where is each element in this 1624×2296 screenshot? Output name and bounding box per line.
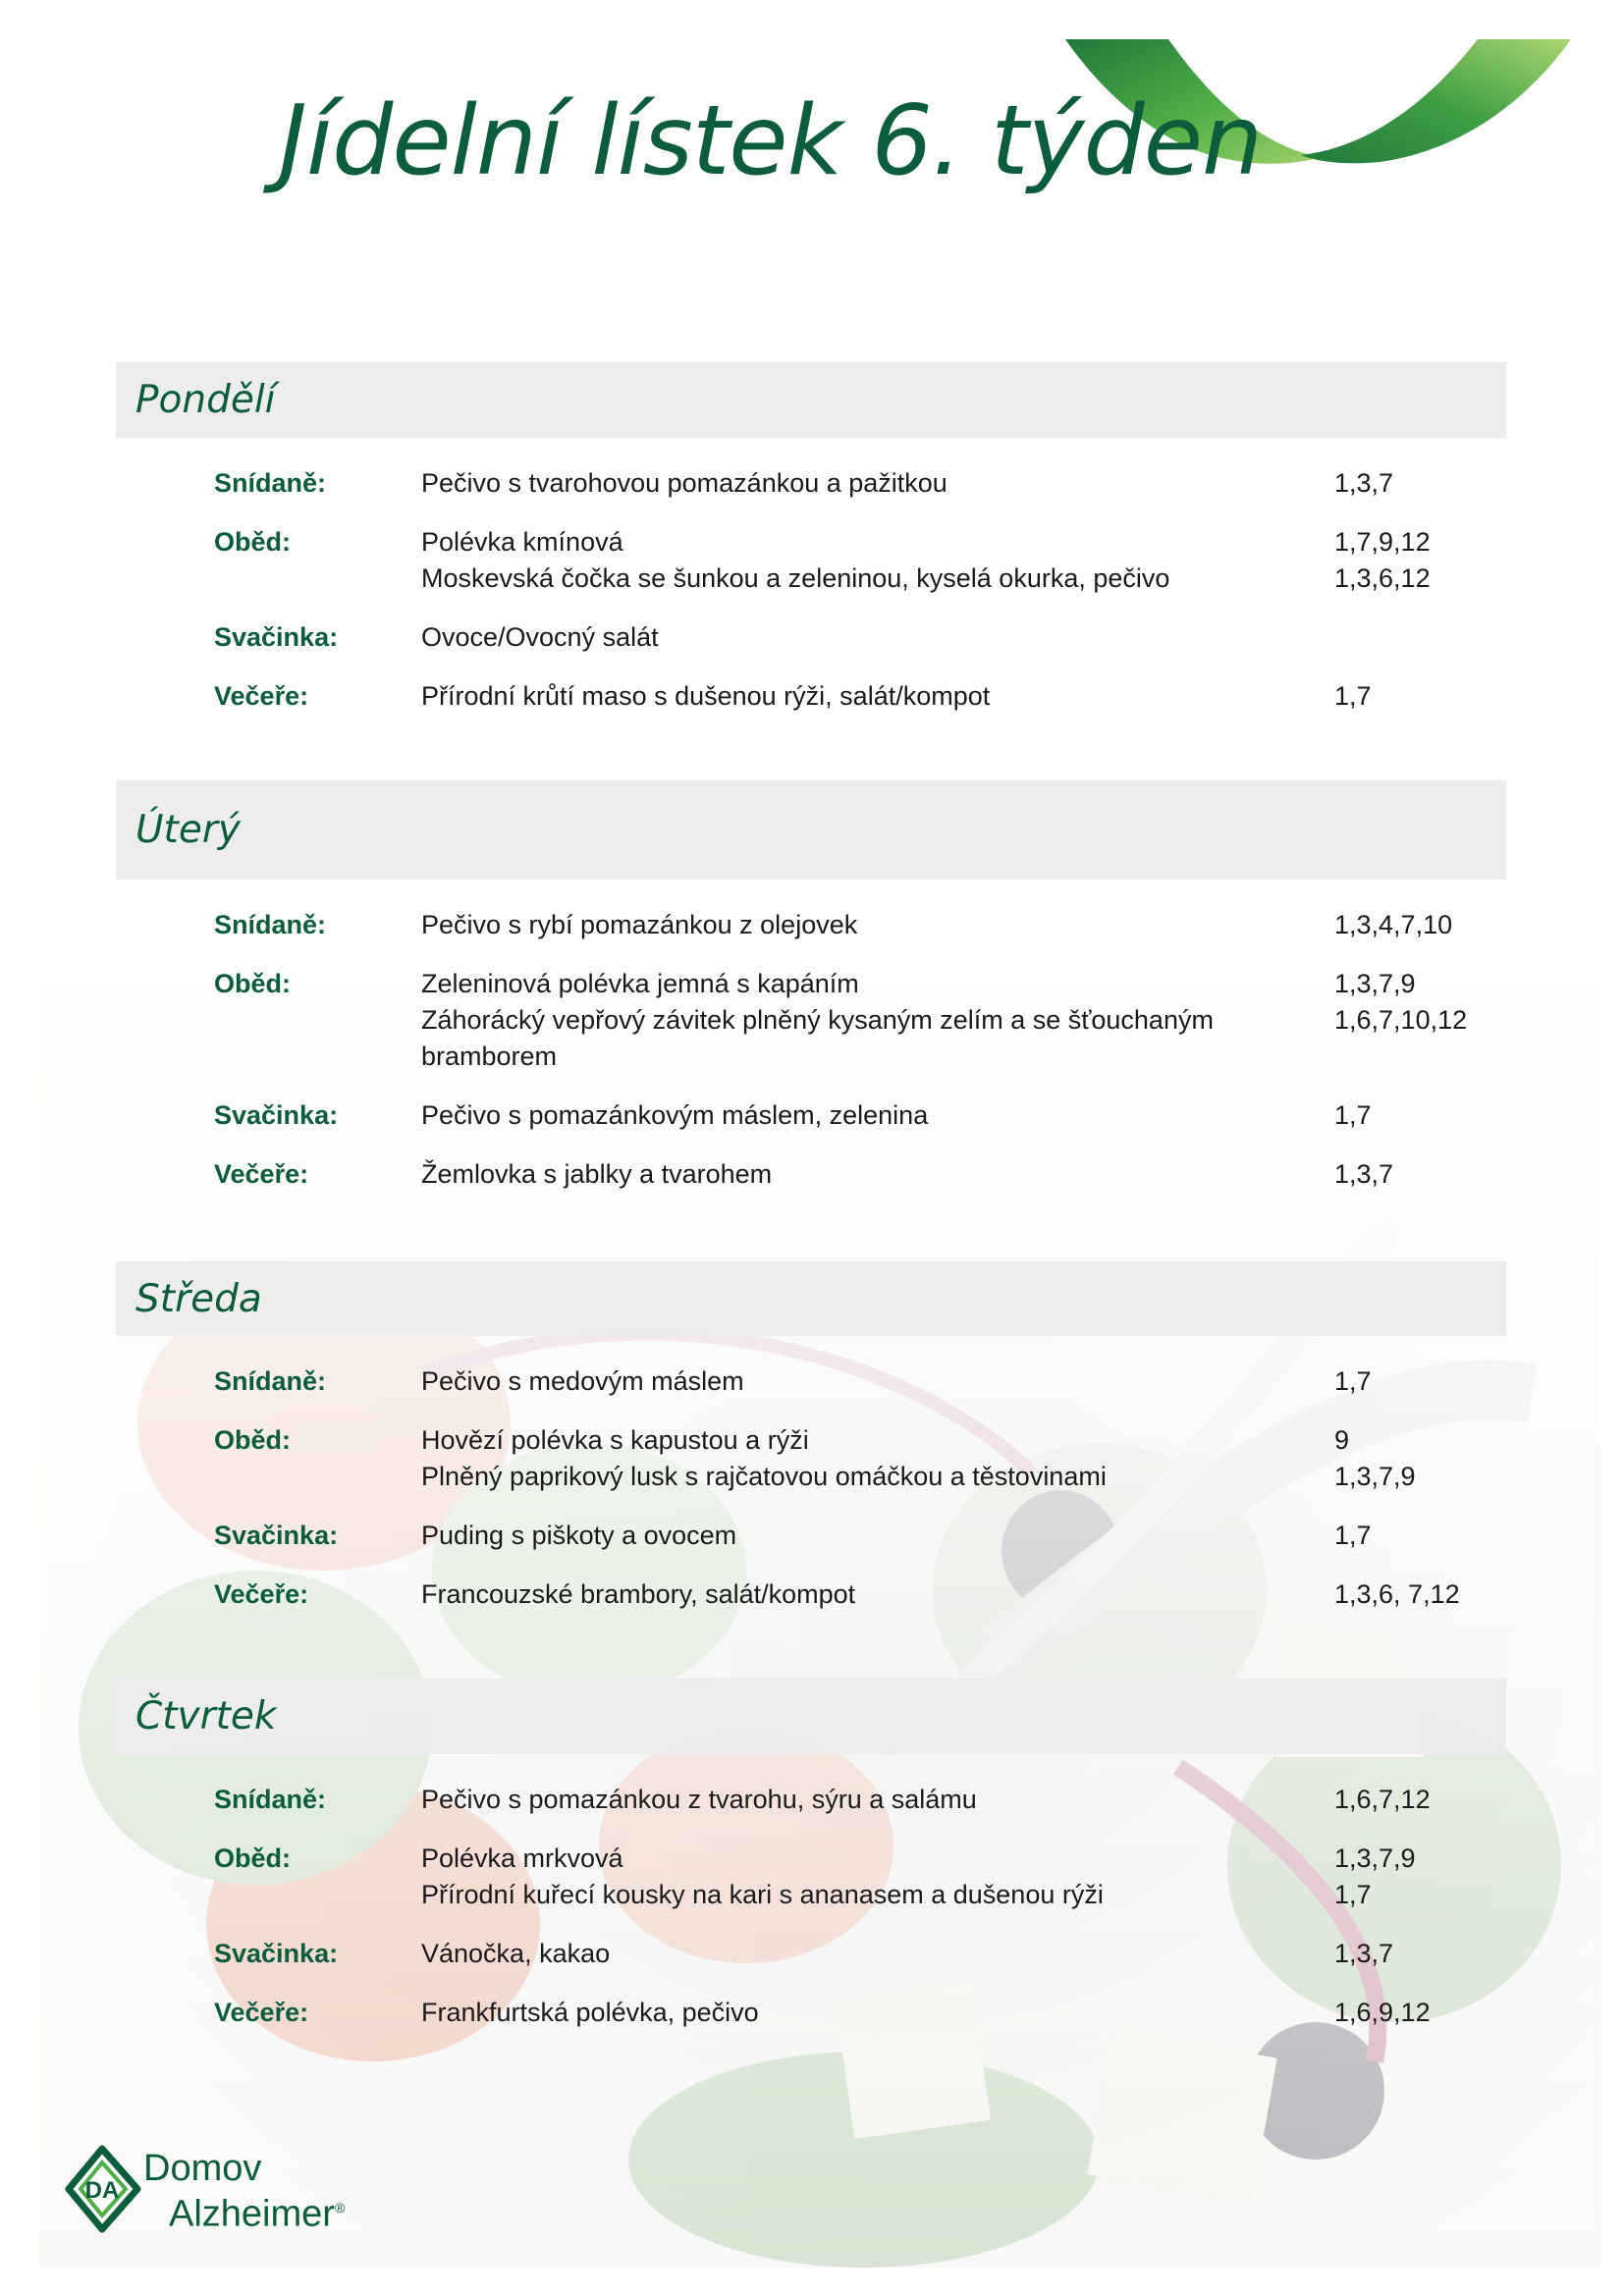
dish-name: Ovoce/Ovocný salát — [421, 622, 659, 652]
meal-label: Snídaně: — [214, 910, 327, 939]
day-header: Středa — [116, 1261, 1506, 1336]
allergen-codes: 1,3,6,12 — [1334, 563, 1431, 593]
dish-line — [421, 1841, 1506, 1877]
dish-name: Polévka kmínová — [421, 527, 623, 557]
dish-name: Plněný paprikový lusk s rajčatovou omáčkou a těstovinami — [421, 1462, 1107, 1491]
allergen-codes: 1,7 — [1334, 681, 1372, 711]
day-section-monday — [116, 362, 1506, 737]
dish-name: Frankfurtská polévka, pečivo — [421, 1998, 759, 2027]
dish-line — [421, 966, 1506, 1002]
dish-name: Pečivo s tvarohovou pomazánkou a pažitkou — [421, 468, 947, 498]
meal-label: Snídaně: — [214, 1785, 327, 1814]
dish-name: Přírodní krůtí maso s dušenou rýži, salát/kompot — [421, 681, 991, 711]
dish-name: Francouzské brambory, salát/kompot — [421, 1579, 856, 1609]
day-section-wednesday — [116, 1261, 1506, 1635]
dish-name: Pečivo s pomazánkovým máslem, zelenina — [421, 1100, 929, 1130]
dish-line — [421, 1936, 1506, 1972]
dish-line — [421, 1518, 1506, 1554]
dish-name: Zeleninová polévka jemná s kapáním — [421, 969, 859, 998]
meal-label: Snídaně: — [214, 468, 327, 498]
allergen-codes: 1,3,7,9 — [1334, 1843, 1416, 1873]
logo-monogram: DA — [84, 2177, 120, 2204]
meal-row-dinner — [214, 1576, 1506, 1613]
meal-label: Večeře: — [214, 681, 309, 711]
meal-label: Večeře: — [214, 1159, 309, 1189]
dish-name: Žemlovka s jablky a tvarohem — [421, 1159, 773, 1189]
allergen-codes: 1,6,7,12 — [1334, 1785, 1431, 1814]
allergen-codes: 1,6,9,12 — [1334, 1998, 1431, 2027]
allergen-codes: 1,3,7,9 — [1334, 1462, 1416, 1491]
dish-name: Vánočka, kakao — [421, 1939, 611, 1968]
meal-label: Oběd: — [214, 969, 291, 998]
allergen-codes: 9 — [1334, 1425, 1350, 1455]
allergen-codes: 1,3,6, 7,12 — [1334, 1579, 1460, 1609]
allergen-codes: 1,3,7 — [1334, 468, 1394, 498]
allergen-codes: 1,7 — [1334, 1880, 1372, 1909]
meal-row-lunch — [214, 966, 1506, 1075]
meal-label: Svačinka: — [214, 1939, 339, 1968]
dish-name: Záhorácký vepřový závitek plněný kysaným zelím a se šťouchaným bramborem — [421, 1005, 1214, 1071]
meal-row-breakfast — [214, 1782, 1506, 1818]
dish-line — [421, 1576, 1506, 1613]
dish-line — [421, 1422, 1506, 1459]
meal-label: Večeře: — [214, 1579, 309, 1609]
meal-row-breakfast — [214, 1363, 1506, 1400]
dish-line — [421, 1459, 1506, 1495]
dish-line — [421, 561, 1506, 597]
logo-wordmark — [143, 2149, 345, 2234]
meal-list — [116, 880, 1506, 1193]
page-title: Jídelní lístek 6. týden — [279, 85, 1263, 197]
logo-line-2: Alzheimer — [169, 2193, 335, 2235]
meal-row-breakfast — [214, 465, 1506, 502]
meal-row-lunch — [214, 1841, 1506, 1913]
allergen-codes: 1,7 — [1334, 1100, 1372, 1130]
meal-row-dinner — [214, 678, 1506, 715]
dish-line — [421, 619, 1506, 656]
meal-row-dinner — [214, 1156, 1506, 1193]
domov-alzheimer-logo-icon — [65, 2145, 143, 2233]
allergen-codes: 1,7 — [1334, 1366, 1372, 1396]
day-header: Pondělí — [116, 362, 1506, 438]
meal-label: Svačinka: — [214, 1100, 339, 1130]
day-header: Úterý — [116, 780, 1506, 880]
dish-line — [421, 524, 1506, 561]
allergen-codes: 1,3,4,7,10 — [1334, 910, 1453, 939]
allergen-codes: 1,3,7,9 — [1334, 969, 1416, 998]
dish-line — [421, 1782, 1506, 1818]
dish-line — [421, 907, 1506, 943]
meal-label: Oběd: — [214, 1425, 291, 1455]
meal-list — [116, 438, 1506, 715]
meal-label: Svačinka: — [214, 622, 339, 652]
dish-line — [421, 1363, 1506, 1400]
meal-row-snack — [214, 1518, 1506, 1554]
day-section-tuesday — [116, 780, 1506, 1215]
day-header: Čtvrtek — [116, 1679, 1506, 1754]
dish-name: Hovězí polévka s kapustou a rýži — [421, 1425, 809, 1455]
dish-line — [421, 1097, 1506, 1134]
dish-line — [421, 1877, 1506, 1913]
dish-name: Puding s piškoty a ovocem — [421, 1521, 737, 1550]
dish-name: Pečivo s pomazánkou z tvarohu, sýru a salámu — [421, 1785, 977, 1814]
allergen-codes: 1,3,7 — [1334, 1939, 1394, 1968]
meal-label: Snídaně: — [214, 1366, 327, 1396]
meal-list — [116, 1754, 1506, 2031]
meal-row-lunch — [214, 1422, 1506, 1495]
dish-line — [421, 1995, 1506, 2031]
domov-alzheimer-logo — [65, 2145, 359, 2233]
dish-line — [421, 1156, 1506, 1193]
allergen-codes — [1334, 619, 1506, 656]
meal-row-snack — [214, 1097, 1506, 1134]
allergen-codes: 1,3,7 — [1334, 1159, 1394, 1189]
dish-name: Pečivo s rybí pomazánkou z olejovek — [421, 910, 858, 939]
meal-label: Oběd: — [214, 527, 291, 557]
dish-name: Pečivo s medovým máslem — [421, 1366, 744, 1396]
allergen-codes: 1,7,9,12 — [1334, 527, 1431, 557]
registered-mark: ® — [334, 2200, 346, 2216]
dish-line — [421, 465, 1506, 502]
logo-line-1: Domov — [143, 2148, 262, 2189]
dish-line — [421, 1002, 1506, 1075]
allergen-codes: 1,6,7,10,12 — [1334, 1005, 1468, 1035]
meal-row-breakfast — [214, 907, 1506, 943]
meal-row-dinner — [214, 1995, 1506, 2031]
day-section-thursday — [116, 1679, 1506, 2054]
dish-name: Polévka mrkvová — [421, 1843, 623, 1873]
meal-row-snack — [214, 1936, 1506, 1972]
meal-row-lunch — [214, 524, 1506, 597]
dish-line — [421, 678, 1506, 715]
meal-label: Večeře: — [214, 1998, 309, 2027]
meal-label: Oběd: — [214, 1843, 291, 1873]
allergen-codes: 1,7 — [1334, 1521, 1372, 1550]
meal-label: Svačinka: — [214, 1521, 339, 1550]
dish-name: Moskevská čočka se šunkou a zeleninou, kyselá okurka, pečivo — [421, 563, 1170, 593]
meal-row-snack — [214, 619, 1506, 656]
dish-name: Přírodní kuřecí kousky na kari s ananasem a dušenou rýži — [421, 1880, 1104, 1909]
meal-list — [116, 1336, 1506, 1613]
